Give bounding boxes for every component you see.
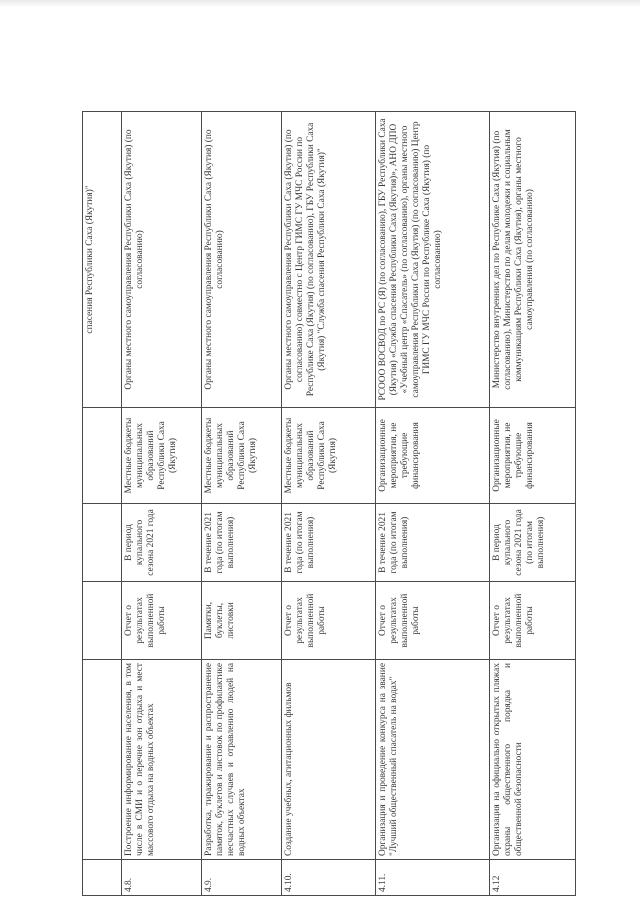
cell-result: Отчет о результатах выполненной работы	[376, 582, 490, 660]
cell-num	[83, 860, 122, 896]
cell-result: Отчет о результатах выполненной работы	[122, 582, 202, 660]
cell-funding: Местные бюджеты муниципальных образований Республики Саха (Якутия)	[122, 408, 202, 504]
cell-funding	[83, 408, 122, 504]
cell-executors: Органы местного самоуправления Республики Саха (Якутия) (по согласованию) совместно с Центр ГИМС ГУ МЧС России по Республике Саха (Якутия) (по согласованию), ГБУ Республики Саха (Якутия) "Служба спасения Республики Саха (Якутия)"	[282, 112, 376, 408]
cell-executors: спасения Республики Саха (Якутия)"	[83, 112, 122, 408]
cell-deadline: В период купального сезона 2021 года	[122, 504, 202, 582]
cell-executors: РСООО ВОСВОД по РС (Я) (по согласованию), ГБУ Республики Саха (Якутия) «Служба спасения Республики Саха (Якутия)», АНО ДПО «Учебный центр «Спасатель» (по согласованию), органы местного самоуправления Республики Саха (Якутия) (по согласованию) Центр ГИМС ГУ МЧС России по Республике Саха (Якутия) (по согласованию)	[376, 112, 490, 408]
cell-deadline: В период купального сезона 2021 года (по итогам выполнения)	[490, 504, 576, 582]
cell-executors: Органы местного самоуправления Республики Саха (Якутия) (по согласованию)	[122, 112, 202, 408]
cell-action: Организация и проведение конкурса на звание "Лучший общественный спасатель на водах"	[376, 660, 490, 860]
table-row	[490, 112, 576, 896]
cell-funding: Местные бюджеты муниципальных образований Республики Саха (Якутия)	[202, 408, 282, 504]
rotated-document-page	[82, 112, 570, 896]
table-row	[282, 112, 376, 896]
scan-edge	[0, 0, 640, 7]
cell-num: 4.9.	[202, 860, 282, 896]
cell-deadline	[83, 504, 122, 582]
cell-result: Отчет о результатах выполненной работы	[490, 582, 576, 660]
cell-funding: Организационные мероприятия, не требующие финансирования	[376, 408, 490, 504]
cell-deadline: В течение 2021 года (по итогам выполнения)	[202, 504, 282, 582]
cell-action: Построение информирование населения, в том числе в СМИ и о перечне зон отдыха и мест массового отдыха на водных объектах	[122, 660, 202, 860]
cell-result: Отчет о результатах выполненной работы	[282, 582, 376, 660]
cell-action: Создание учебных, агитационных фильмов	[282, 660, 376, 860]
cell-funding: Местные бюджеты муниципальных образований Республики Саха (Якутия)	[282, 408, 376, 504]
cell-num: 4.8.	[122, 860, 202, 896]
cell-executors: Министерство внутренних дел по Республике Саха (Якутия) (по согласованию), Министерство по делам молодежи и социальным коммуникациям Республики Саха (Якутия), органы местного самоуправления (по согласованию)	[490, 112, 576, 408]
action-plan-table	[82, 111, 576, 896]
cell-funding: Организационные мероприятия, не требующие финансирования	[490, 408, 576, 504]
table-row-continued	[83, 112, 122, 896]
table-row	[122, 112, 202, 896]
cell-result: Памятки, буклеты, листовки	[202, 582, 282, 660]
cell-num: 4.11.	[376, 860, 490, 896]
cell-deadline: В течение 2021 года (по итогам выполнения)	[376, 504, 490, 582]
cell-executors: Органы местного самоуправления Республики Саха (Якутия) (по согласованию)	[202, 112, 282, 408]
cell-result	[83, 582, 122, 660]
cell-deadline: В течение 2021 года (по итогам выполнения)	[282, 504, 376, 582]
table-row	[376, 112, 490, 896]
cell-action: Организация на официально открытых пляжах охраны общественного порядка и общественной безопасности	[490, 660, 576, 860]
cell-action: Разработка, тиражирование и распространение памяток, буклетов и листовок по профилактике несчастных случаев и отравлению людей на водных объектах	[202, 660, 282, 860]
cell-num: 4.10.	[282, 860, 376, 896]
cell-action	[83, 660, 122, 860]
table-row	[202, 112, 282, 896]
cell-num: 4.12	[490, 860, 576, 896]
